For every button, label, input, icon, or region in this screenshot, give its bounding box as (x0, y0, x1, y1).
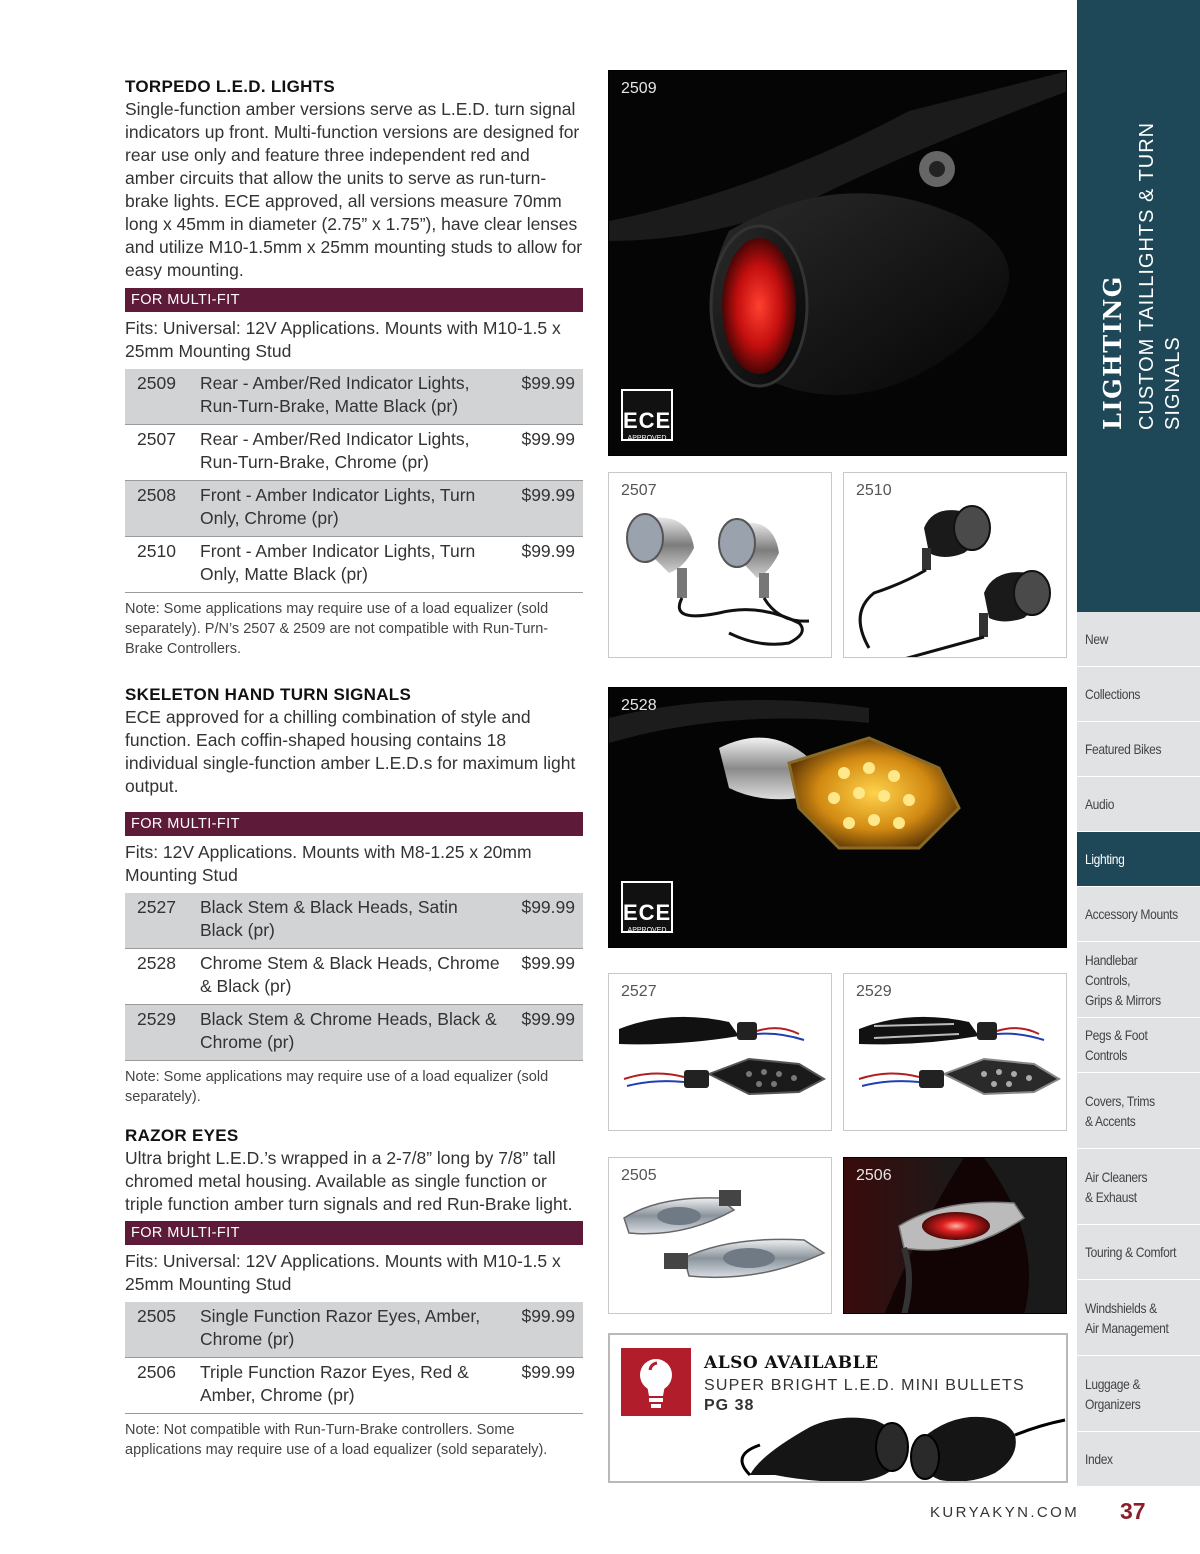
table-row (125, 425, 583, 481)
image-label: 2529 (856, 983, 892, 1000)
part-number: 2505 (137, 1306, 176, 1326)
product-photo-2505 (608, 1157, 832, 1314)
part-description: Front - Amber Indicator Lights, Turn Only, Matte Black (pr) (200, 541, 476, 584)
part-number: 2509 (137, 373, 176, 393)
section-description: Ultra bright L.E.D.’s wrapped in a 2-7/8” long by 7/8” tall chromed metal housing. Available as single function or triple function amber turn signals and red Run-Brake light. (125, 1148, 573, 1214)
nav-label: Air Cleaners & Exhaust (1085, 1168, 1148, 1205)
ece-badge-text: ECE (623, 900, 672, 925)
part-description: Rear - Amber/Red Indicator Lights, Run-Turn-Brake, Chrome (pr) (200, 429, 470, 472)
skeleton-signal-illustration (609, 688, 1067, 948)
nav-item-featured-bikes[interactable] (1077, 722, 1200, 777)
also-available-box[interactable] (608, 1333, 1068, 1483)
also-available-product: SUPER BRIGHT L.E.D. MINI BULLETS (704, 1377, 1025, 1394)
footer-url[interactable]: KURYAKYN.COM (930, 1504, 1080, 1521)
fits-text: Fits: 12V Applications. Mounts with M8-1.25 x 20mm Mounting Stud (125, 842, 532, 885)
part-description: Black Stem & Chrome Heads, Black & Chrome (pr) (200, 1009, 497, 1052)
ece-badge (621, 881, 673, 933)
part-number: 2507 (137, 429, 176, 449)
section-description: ECE approved for a chilling combination of style and function. Each coffin-shaped housing contains 18 individual single-function amber L.E.D.s for maximum light output. (125, 707, 576, 796)
table-row (125, 1005, 583, 1061)
nav-label: Audio (1085, 796, 1115, 812)
side-nav (1077, 612, 1200, 1487)
chrome-bullet-illustration (609, 473, 832, 658)
part-price: $99.99 (521, 541, 575, 561)
nav-label: Handlebar Controls, Grips & Mirrors (1085, 951, 1161, 1008)
part-description: Single Function Razor Eyes, Amber, Chrome (pr) (200, 1306, 481, 1349)
table-row (125, 481, 583, 537)
fits-text: Fits: Universal: 12V Applications. Mounts with M10-1.5 x 25mm Mounting Stud (125, 1251, 561, 1294)
image-label: 2507 (621, 482, 657, 499)
part-price: $99.99 (521, 485, 575, 505)
section-title: TORPEDO L.E.D. LIGHTS (125, 77, 336, 96)
part-number: 2510 (137, 541, 176, 561)
also-available-page-ref: PG 38 (704, 1397, 755, 1414)
nav-item-audio[interactable] (1077, 777, 1200, 832)
image-label: 2527 (621, 983, 657, 1000)
part-number: 2528 (137, 953, 176, 973)
section-razor-eyes (125, 1125, 583, 1460)
part-price: $99.99 (521, 897, 575, 917)
ece-badge-subtext: APPROVED (627, 435, 667, 442)
part-price: $99.99 (521, 373, 575, 393)
parts-table (125, 1302, 583, 1414)
parts-table (125, 893, 583, 1061)
parts-table (125, 369, 583, 593)
product-photo-2507 (608, 472, 832, 658)
section-description: Single-function amber versions serve as L.E.D. turn signal indicators up front. Multi-function versions are designed for rear use only and feature three independent red and amber circuits that allow the units to serve as run-turn-brake lights. ECE approved, all versions measure 70mm long x 45mm in diameter (2.75” x 1.75”), have clear lenses and utilize M10-1.5mm x 25mm mounting studs to allow for easy mounting. (125, 99, 583, 280)
section-note: Note: Some applications may require use of a load equalizer (sold separately). (125, 1069, 549, 1105)
product-photo-2509 (608, 70, 1067, 456)
part-price: $99.99 (521, 1009, 575, 1029)
ece-badge-text: ECE (623, 408, 672, 433)
section-note: Note: Some applications may require use of a load equalizer (sold separately). P/N’s 2507 & 2509 are not compatible with Run-Turn-Brake Controllers. (125, 601, 549, 657)
also-available-heading: ALSO AVAILABLE (704, 1353, 879, 1373)
nav-label: Collections (1085, 686, 1141, 702)
fits-text: Fits: Universal: 12V Applications. Mounts with M10-1.5 x 25mm Mounting Stud (125, 318, 561, 361)
nav-item-air-cleaners[interactable] (1077, 1149, 1200, 1225)
nav-item-accessory-mounts[interactable] (1077, 887, 1200, 942)
product-photo-2510 (843, 472, 1067, 658)
nav-label: Windshields & Air Management (1085, 1299, 1169, 1336)
image-label: 2509 (621, 80, 657, 97)
part-description: Black Stem & Black Heads, Satin Black (pr) (200, 897, 458, 940)
page-number: 37 (1120, 1498, 1146, 1524)
section-torpedo (125, 76, 583, 659)
nav-label: Covers, Trims & Accents (1085, 1092, 1155, 1129)
part-price: $99.99 (521, 1306, 575, 1326)
nav-item-touring[interactable] (1077, 1225, 1200, 1280)
nav-label: Accessory Mounts (1085, 906, 1178, 922)
part-number: 2506 (137, 1362, 176, 1382)
nav-item-new[interactable] (1077, 612, 1200, 667)
torpedo-light-illustration (609, 71, 1067, 456)
table-row (125, 1302, 583, 1358)
product-photo-2528 (608, 687, 1067, 948)
part-description: Chrome Stem & Black Heads, Chrome & Black (pr) (200, 953, 500, 996)
section-skeleton (125, 684, 583, 1107)
part-description: Front - Amber Indicator Lights, Turn Only, Chrome (pr) (200, 485, 476, 528)
part-description: Rear - Amber/Red Indicator Lights, Run-Turn-Brake, Matte Black (pr) (200, 373, 470, 416)
nav-item-collections[interactable] (1077, 667, 1200, 722)
nav-item-handlebar-controls[interactable] (1077, 942, 1200, 1018)
product-photo-2506 (843, 1157, 1067, 1314)
part-price: $99.99 (521, 953, 575, 973)
black-bullet-illustration (844, 473, 1067, 658)
nav-item-index[interactable] (1077, 1432, 1200, 1487)
part-number: 2527 (137, 897, 176, 917)
nav-label: Touring & Comfort (1085, 1244, 1177, 1260)
section-title: RAZOR EYES (125, 1126, 239, 1145)
section-title: SKELETON HAND TURN SIGNALS (125, 685, 412, 704)
image-label: 2510 (856, 482, 892, 499)
nav-label: Index (1085, 1451, 1113, 1467)
table-row (125, 1358, 583, 1414)
category-title: LIGHTING (1098, 275, 1127, 430)
nav-label: Lighting (1085, 851, 1125, 867)
table-row (125, 949, 583, 1005)
fit-label: FOR MULTI-FIT (125, 1221, 583, 1245)
subcategory-title: CUSTOM TAILLIGHTS & TURN SIGNALS (1136, 121, 1184, 430)
part-number: 2508 (137, 485, 176, 505)
part-number: 2529 (137, 1009, 176, 1029)
ece-badge-subtext: APPROVED (627, 927, 667, 934)
product-photo-2527 (608, 973, 832, 1131)
ece-badge (621, 389, 673, 441)
nav-label: New (1085, 631, 1109, 647)
nav-item-lighting[interactable] (1077, 832, 1200, 887)
section-note: Note: Not compatible with Run-Turn-Brake controllers. Some applications may require use of a load equalizer (sold separately). (125, 1422, 548, 1458)
fit-label: FOR MULTI-FIT (125, 812, 583, 836)
nav-item-windshields[interactable] (1077, 1280, 1200, 1356)
part-price: $99.99 (521, 429, 575, 449)
category-vertical-title (1098, 60, 1184, 430)
nav-label: Featured Bikes (1085, 741, 1162, 757)
nav-label: Luggage & Organizers (1085, 1375, 1141, 1412)
nav-item-luggage[interactable] (1077, 1356, 1200, 1432)
table-row (125, 369, 583, 425)
fit-label: FOR MULTI-FIT (125, 288, 583, 312)
image-label: 2505 (621, 1167, 657, 1184)
lightbulb-icon (621, 1348, 691, 1416)
image-label: 2506 (856, 1167, 892, 1184)
part-description: Triple Function Razor Eyes, Red & Amber, Chrome (pr) (200, 1362, 469, 1405)
table-row (125, 537, 583, 593)
product-photo-2529 (843, 973, 1067, 1131)
nav-label: Pegs & Foot Controls (1085, 1027, 1148, 1063)
nav-item-covers-trims[interactable] (1077, 1073, 1200, 1149)
part-price: $99.99 (521, 1362, 575, 1382)
nav-item-pegs[interactable] (1077, 1018, 1200, 1073)
table-row (125, 893, 583, 949)
image-label: 2528 (621, 697, 657, 714)
